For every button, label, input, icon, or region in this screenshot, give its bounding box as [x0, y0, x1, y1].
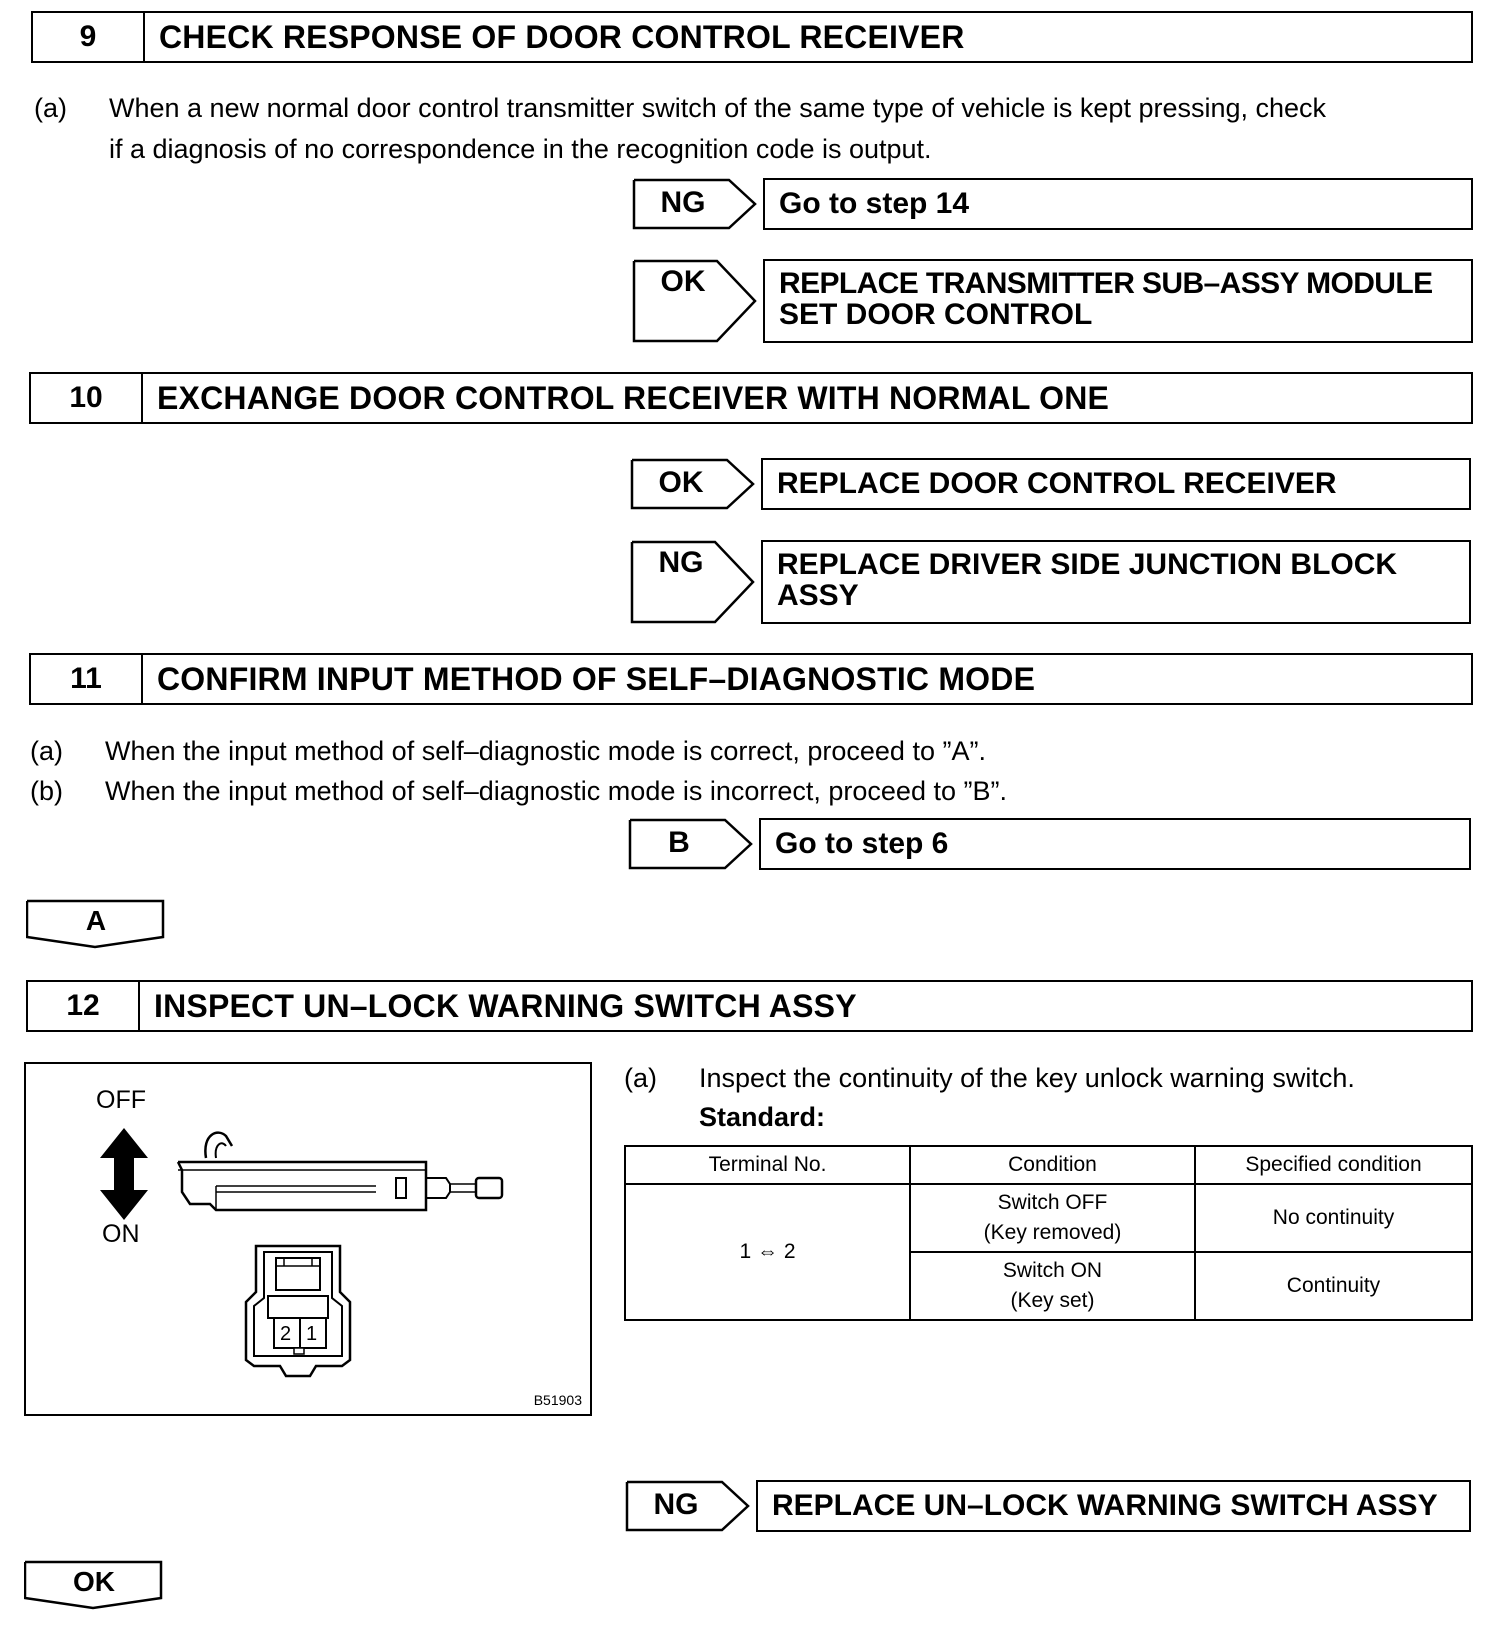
branch-label: NG: [653, 1488, 699, 1521]
step-9-ng-branch[interactable]: [633, 178, 759, 230]
step-10-ng-result: [761, 540, 1471, 624]
column-header: Condition: [910, 1146, 1195, 1184]
instruction-text: Inspect the continuity of the key unlock warning switch.: [699, 1063, 1355, 1093]
instruction-text: When the input method of self–diagnostic mode is correct, proceed to ”A”.: [105, 736, 986, 766]
step-12-header: [26, 980, 1473, 1032]
result-text: REPLACE UN–LOCK WARNING SWITCH ASSY: [772, 1489, 1438, 1522]
terminal-cell: 1 ⇔ 2: [625, 1184, 910, 1320]
step-10-ok-result: [761, 458, 1471, 510]
step-number: 9: [33, 13, 145, 61]
table-header-row: [625, 1146, 1472, 1184]
spec-cell: Continuity: [1195, 1252, 1472, 1320]
spec-cell: No continuity: [1195, 1184, 1472, 1252]
condition-line-2: (Key removed): [983, 1221, 1122, 1244]
branch-label: A: [85, 905, 107, 936]
step-title: INSPECT UN–LOCK WARNING SWITCH ASSY: [154, 987, 857, 1024]
branch-label: OK: [73, 1566, 115, 1597]
pin-1-label: 1: [306, 1323, 318, 1345]
pin-2-label: 2: [280, 1323, 292, 1345]
step-number: 10: [31, 374, 143, 422]
step-number: 11: [31, 655, 143, 703]
condition-line-2: (Key set): [1010, 1289, 1095, 1312]
condition-line-1: Switch OFF: [997, 1191, 1108, 1214]
step-title: CHECK RESPONSE OF DOOR CONTROL RECEIVER: [159, 18, 965, 55]
table-row: [625, 1184, 1472, 1252]
branch-label: OK: [658, 466, 704, 499]
result-text: REPLACE DOOR CONTROL RECEIVER: [777, 467, 1337, 500]
warning-switch-drawing: [176, 1122, 526, 1222]
branch-label: OK: [660, 265, 706, 298]
step-9-instruction-a: [34, 88, 1474, 170]
step-9-header: [31, 11, 1473, 63]
result-text: Go to step 14: [779, 187, 970, 220]
step-11-header: [29, 653, 1473, 705]
item-label: (b): [30, 776, 63, 806]
step-9-ok-branch[interactable]: [633, 259, 759, 343]
step-11-instruction-b: [30, 771, 1470, 812]
instruction-line-1: When a new normal door control transmitter switch of the same type of vehicle is kept pressing, check: [109, 93, 1327, 123]
result-line-2: ASSY: [777, 579, 859, 612]
on-label: ON: [102, 1220, 140, 1248]
step-number: 12: [28, 982, 140, 1030]
result-line-1: REPLACE DRIVER SIDE JUNCTION BLOCK: [777, 548, 1398, 581]
step-title: EXCHANGE DOOR CONTROL RECEIVER WITH NORMAL ONE: [157, 379, 1110, 416]
branch-label: B: [668, 826, 690, 859]
step-10-ng-branch[interactable]: [631, 540, 757, 624]
result-line-1: REPLACE TRANSMITTER SUB–ASSY MODULE: [779, 267, 1433, 300]
branch-label: NG: [660, 186, 706, 219]
step-12-ng-result: [756, 1480, 1471, 1532]
step-9-ng-result: [763, 178, 1473, 230]
step-10-header: [29, 372, 1473, 424]
step-11-a-branch[interactable]: [26, 899, 166, 951]
continuity-spec-table: [624, 1145, 1473, 1321]
step-title: CONFIRM INPUT METHOD OF SELF–DIAGNOSTIC MODE: [157, 660, 1036, 697]
connector-face-drawing: [238, 1242, 358, 1382]
off-label: OFF: [96, 1086, 146, 1114]
figure-code: B51903: [533, 1392, 582, 1408]
result-line-2: SET DOOR CONTROL: [779, 298, 1093, 331]
column-header: Terminal No.: [625, 1146, 910, 1184]
switch-illustration: [24, 1062, 592, 1416]
condition-cell: [910, 1252, 1195, 1320]
branch-label: NG: [658, 546, 704, 579]
column-header: Specified condition: [1195, 1146, 1472, 1184]
step-11-b-result: [759, 818, 1471, 870]
item-label: (a): [34, 93, 67, 123]
step-11-b-branch[interactable]: [629, 818, 755, 870]
up-down-arrow-icon: [94, 1126, 154, 1222]
step-9-ok-result: [763, 259, 1473, 343]
instruction-text: When the input method of self–diagnostic mode is incorrect, proceed to ”B”.: [105, 776, 1007, 806]
step-12-instruction-a: [624, 1058, 1474, 1140]
condition-line-1: Switch ON: [1002, 1259, 1103, 1282]
instruction-line-2: if a diagnosis of no correspondence in the recognition code is output.: [109, 134, 932, 164]
step-12-ok-branch[interactable]: [24, 1560, 164, 1612]
standard-label: Standard:: [699, 1102, 826, 1132]
step-10-ok-branch[interactable]: [631, 458, 757, 510]
result-text: Go to step 6: [775, 827, 949, 860]
item-label: (a): [624, 1063, 657, 1093]
item-label: (a): [30, 736, 63, 766]
step-12-ng-branch[interactable]: [626, 1480, 752, 1532]
condition-cell: [910, 1184, 1195, 1252]
step-11-instruction-a: [30, 731, 1470, 772]
